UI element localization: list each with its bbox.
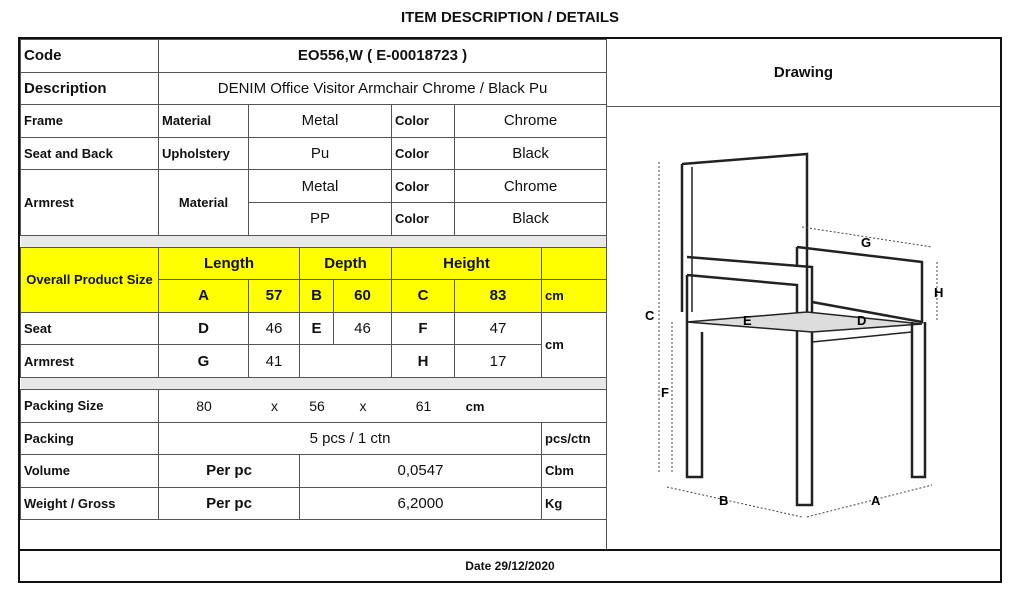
frame-material: Metal xyxy=(249,105,392,138)
side-armrest xyxy=(797,247,922,322)
drawing-area xyxy=(606,107,1000,550)
spacer-row-2 xyxy=(21,377,607,389)
frame-material-label: Material xyxy=(159,105,249,138)
armrest-color-2: Black xyxy=(455,202,607,235)
description-label: Description xyxy=(21,72,159,105)
front-armrest xyxy=(687,257,812,505)
seat-rail xyxy=(812,332,912,342)
seat-back-color: Black xyxy=(455,137,607,170)
description-row xyxy=(21,72,607,105)
packing-unit: pcs/ctn xyxy=(542,422,607,455)
dim-h-letter: H xyxy=(392,345,455,378)
dim-e-letter: E xyxy=(300,312,334,345)
packing-x-2: x xyxy=(359,397,367,414)
packing-size-values xyxy=(159,389,607,422)
front-left-leg xyxy=(687,275,702,477)
dim-c-value: 83 xyxy=(455,280,542,313)
volume-row xyxy=(21,455,607,488)
code-value: EO556,W ( E-00018723 ) xyxy=(159,40,607,73)
armrest-material-label: Material xyxy=(159,170,249,235)
backrest-right-edge xyxy=(682,154,807,312)
label-e: E xyxy=(743,313,752,328)
dim-d-letter: D xyxy=(159,312,249,345)
packing-size-label: Packing Size xyxy=(21,389,159,422)
spec-table xyxy=(20,39,607,520)
seat-back-color-label: Color xyxy=(392,137,455,170)
depth-header: Depth xyxy=(300,247,392,280)
dim-f-value: 47 xyxy=(455,312,542,345)
frame-label: Frame xyxy=(21,105,159,138)
packing-row xyxy=(21,422,607,455)
dim-c-letter: C xyxy=(392,280,455,313)
dim-h-value: 17 xyxy=(455,345,542,378)
packing-size-row xyxy=(21,389,607,422)
label-c: C xyxy=(645,308,655,323)
armrest-material-1: Metal xyxy=(249,170,392,203)
packing-width: 56 xyxy=(309,397,325,414)
code-label: Code xyxy=(21,40,159,73)
seat-dimension-row xyxy=(21,312,607,345)
armrest-material-row-1 xyxy=(21,170,607,203)
armrest-dim-label: Armrest xyxy=(21,345,159,378)
overall-size-label: Overall Product Size xyxy=(21,247,159,312)
frame-color: Chrome xyxy=(455,105,607,138)
seat-back-material: Pu xyxy=(249,137,392,170)
weight-value: 6,2000 xyxy=(300,487,542,520)
volume-label: Volume xyxy=(21,455,159,488)
volume-per: Per pc xyxy=(159,455,300,488)
packing-length: 80 xyxy=(196,397,212,414)
packing-value: 5 pcs / 1 ctn xyxy=(159,422,542,455)
packing-size-unit: cm xyxy=(465,398,485,414)
description-value: DENIM Office Visitor Armchair Chrome / Black Pu xyxy=(159,72,607,105)
packing-label: Packing xyxy=(21,422,159,455)
weight-unit: Kg xyxy=(542,487,607,520)
spacer-row xyxy=(21,235,607,247)
dim-b-letter: B xyxy=(300,280,334,313)
label-d: D xyxy=(857,313,867,328)
armrest-color-1: Chrome xyxy=(455,170,607,203)
weight-label: Weight / Gross xyxy=(21,487,159,520)
dim-e-value: 46 xyxy=(334,312,392,345)
volume-value: 0,0547 xyxy=(300,455,542,488)
label-b: B xyxy=(719,493,729,508)
armrest-color-label-1: Color xyxy=(392,170,455,203)
armrest-material-2: PP xyxy=(249,202,392,235)
armrest-color-label-2: Color xyxy=(392,202,455,235)
seat-back-row xyxy=(21,137,607,170)
date-footer: Date 29/12/2020 xyxy=(20,549,1000,581)
armrest-label: Armrest xyxy=(21,170,159,235)
packing-height: 61 xyxy=(415,397,432,414)
length-header: Length xyxy=(159,247,300,280)
page-title: ITEM DESCRIPTION / DETAILS xyxy=(400,9,620,26)
height-header: Height xyxy=(392,247,542,280)
packing-x-1: x xyxy=(271,397,278,414)
frame-color-label: Color xyxy=(392,105,455,138)
seat-back-label: Seat and Back xyxy=(21,137,159,170)
label-h: H xyxy=(934,285,944,300)
code-row xyxy=(21,40,607,73)
chair-outline xyxy=(682,154,925,505)
upholstery-label: Upholstery xyxy=(159,137,249,170)
label-g: G xyxy=(861,235,872,250)
dimension-header-row xyxy=(21,247,607,280)
frame-row xyxy=(21,105,607,138)
dim-line-b xyxy=(667,487,802,517)
dim-f-letter: F xyxy=(392,312,455,345)
armrest-dim-blank xyxy=(300,345,392,378)
armrest-dimension-row xyxy=(21,345,607,378)
dim-unit: cm xyxy=(542,280,607,313)
dim-g-letter: G xyxy=(159,345,249,378)
label-a: A xyxy=(871,493,881,508)
weight-per: Per pc xyxy=(159,487,300,520)
dim-a-value: 57 xyxy=(249,280,300,313)
chair-drawing xyxy=(607,107,999,547)
label-f: F xyxy=(661,385,669,400)
right-leg xyxy=(912,322,925,477)
dim-b-value: 60 xyxy=(334,280,392,313)
weight-row xyxy=(21,487,607,520)
dimension-header-blank xyxy=(542,247,607,280)
dim-d-value: 46 xyxy=(249,312,300,345)
dim-line-a xyxy=(807,485,932,517)
dim-g-value: 41 xyxy=(249,345,300,378)
drawing-header: Drawing xyxy=(606,39,1000,107)
volume-unit: Cbm xyxy=(542,455,607,488)
seat-label: Seat xyxy=(21,312,159,345)
dim-a-letter: A xyxy=(159,280,249,313)
seat-armrest-unit: cm xyxy=(542,312,607,377)
